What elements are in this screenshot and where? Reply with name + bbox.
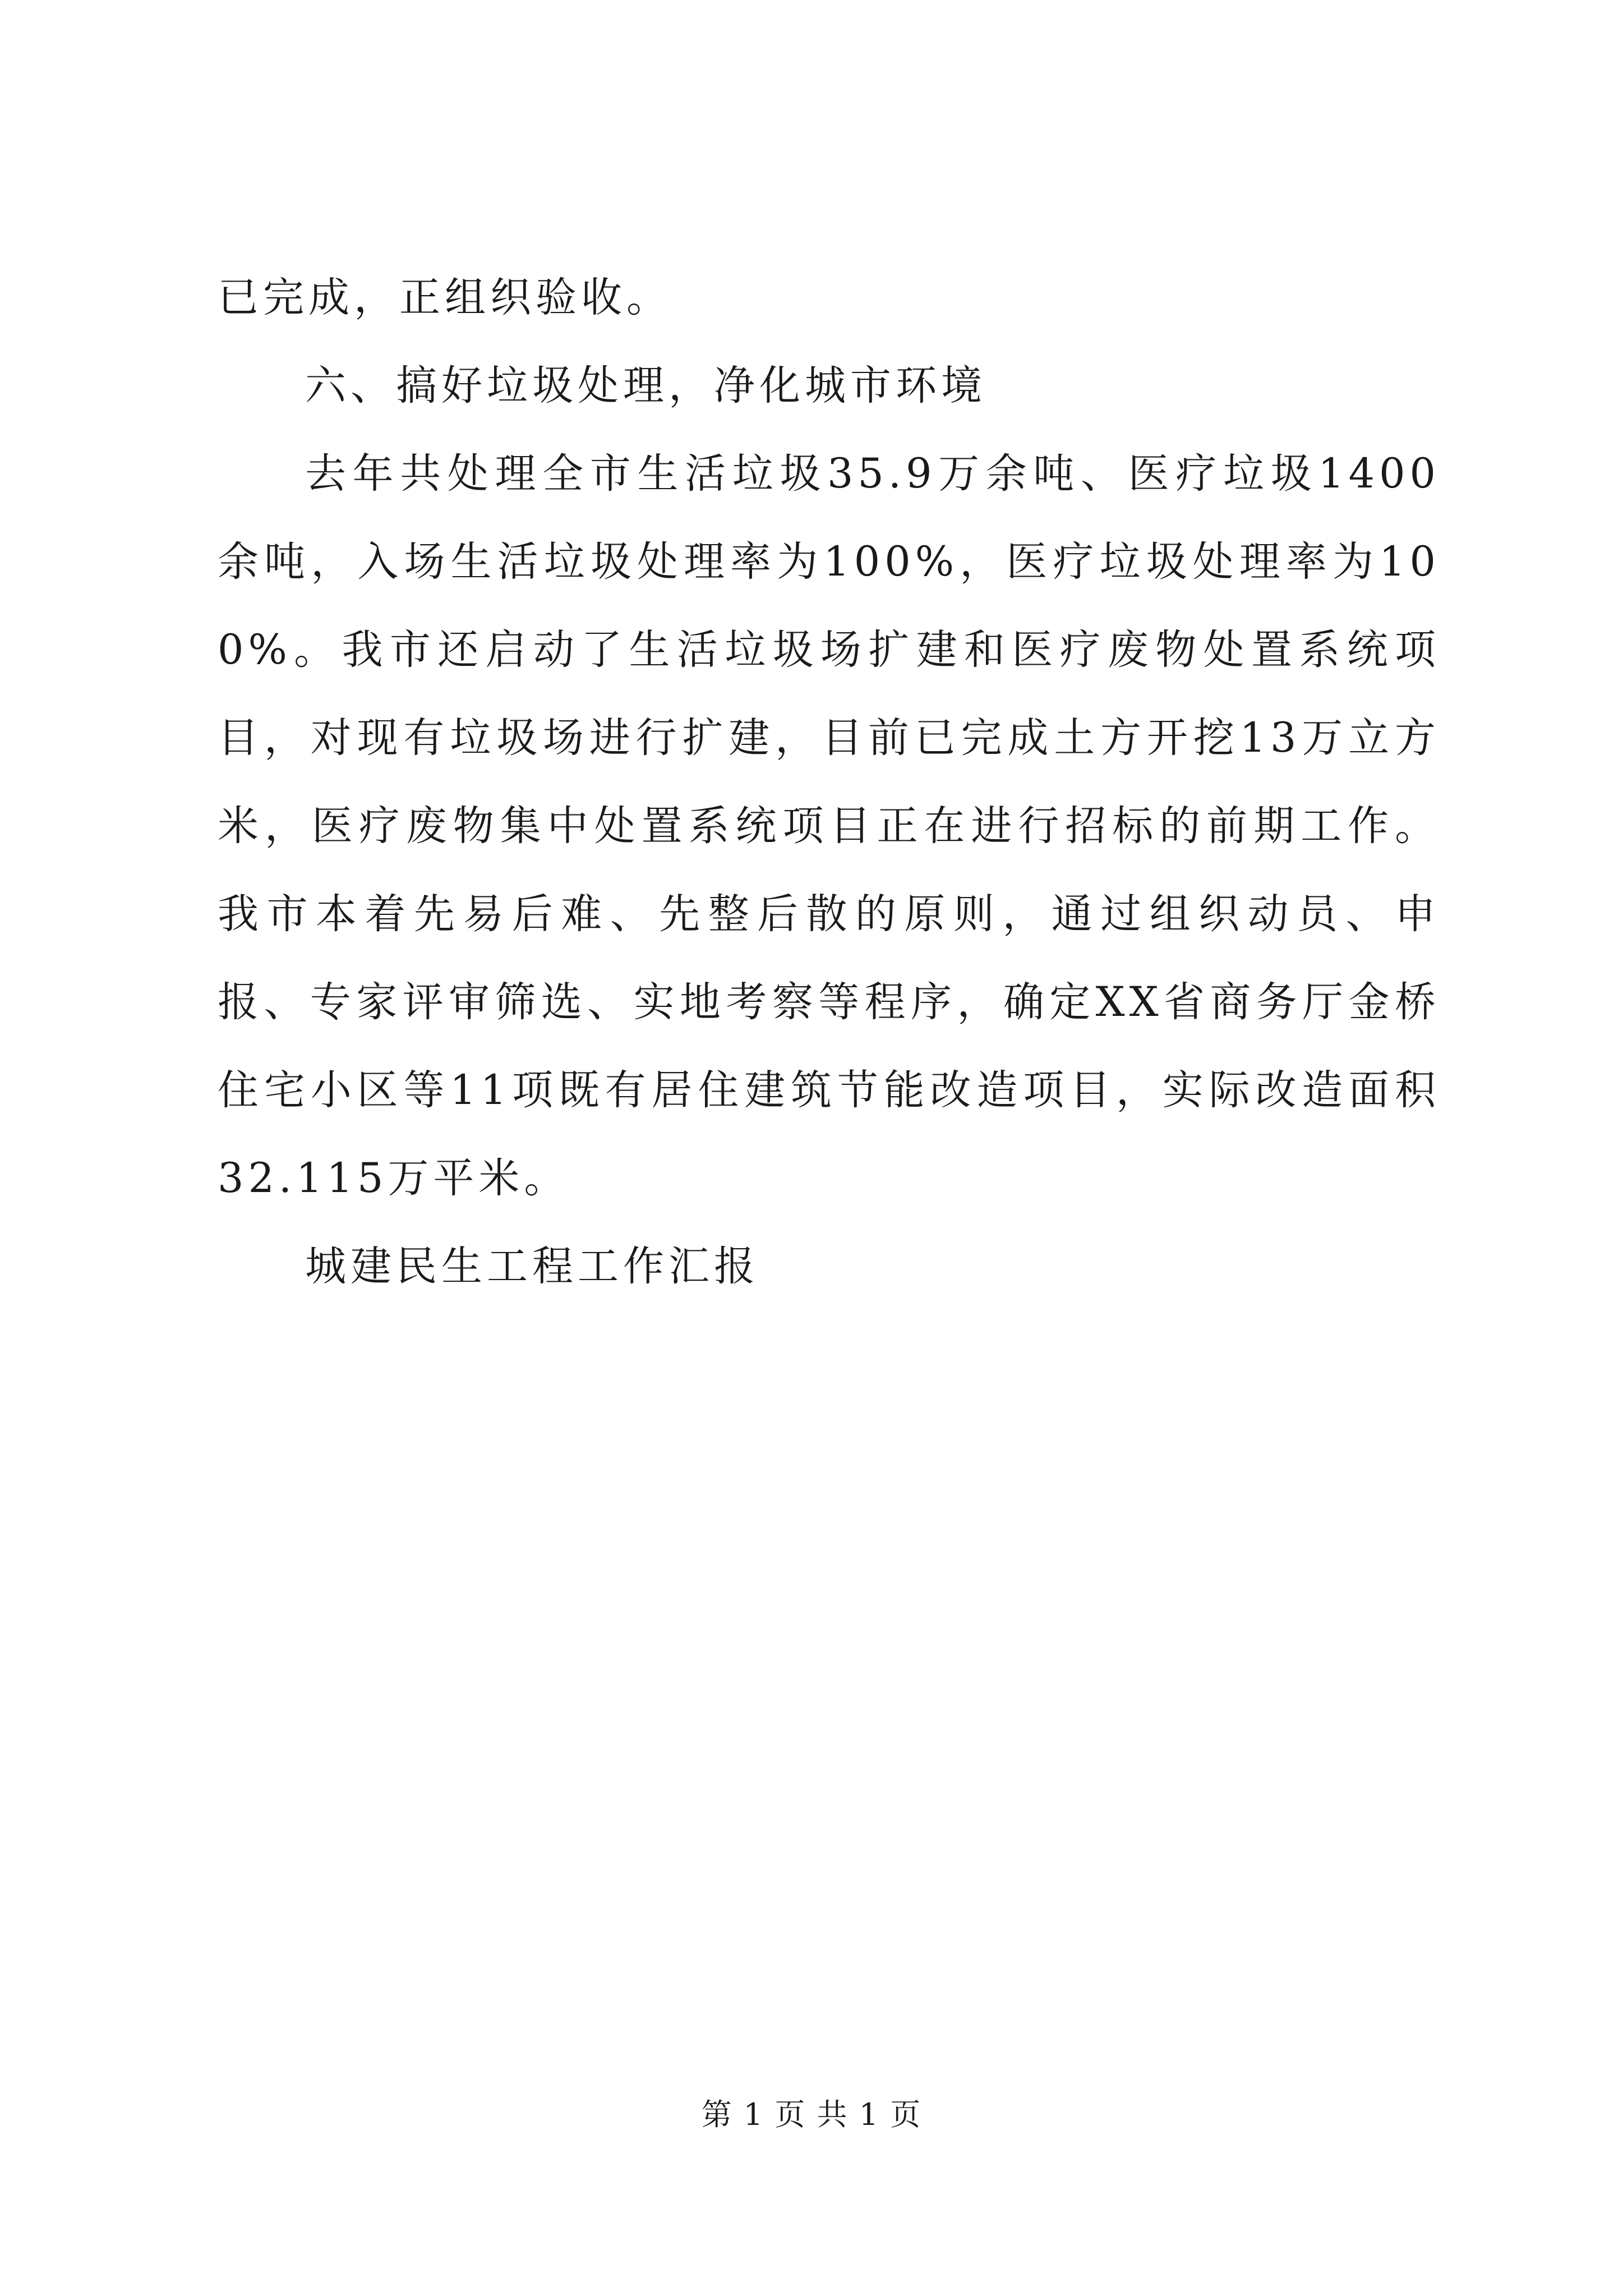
- paragraph-body: 去年共处理全市生活垃圾35.9万余吨、医疗垃圾1400余吨，入场生活垃圾处理率为100%，医疗垃圾处理率为100%。我市还启动了生活垃圾场扩建和医疗废物处置系统项目，对现有垃圾场进行扩建，目前已完成土方开挖13万立方米，医疗废物集中处置系统项目正在进行招标的前期工作。我市本着先易后难、先整后散的原则，通过组织动员、申报、专家评审筛选、实地考察等程序，确定XX省商务厅金桥住宅小区等11项既有居住建筑节能改造项目，实际改造面积32.115万平米。: [218, 450, 1440, 1202]
- paragraph-title-line: 城建民生工程工作汇报: [305, 1243, 759, 1290]
- page-footer: 第 1 页 共 1 页: [701, 2097, 922, 2132]
- document-body: [218, 254, 1440, 1310]
- paragraph-continuation: 已完成，正组织验收。: [218, 274, 672, 321]
- section-heading: 六、搞好垃圾处理，净化城市环境: [305, 362, 986, 409]
